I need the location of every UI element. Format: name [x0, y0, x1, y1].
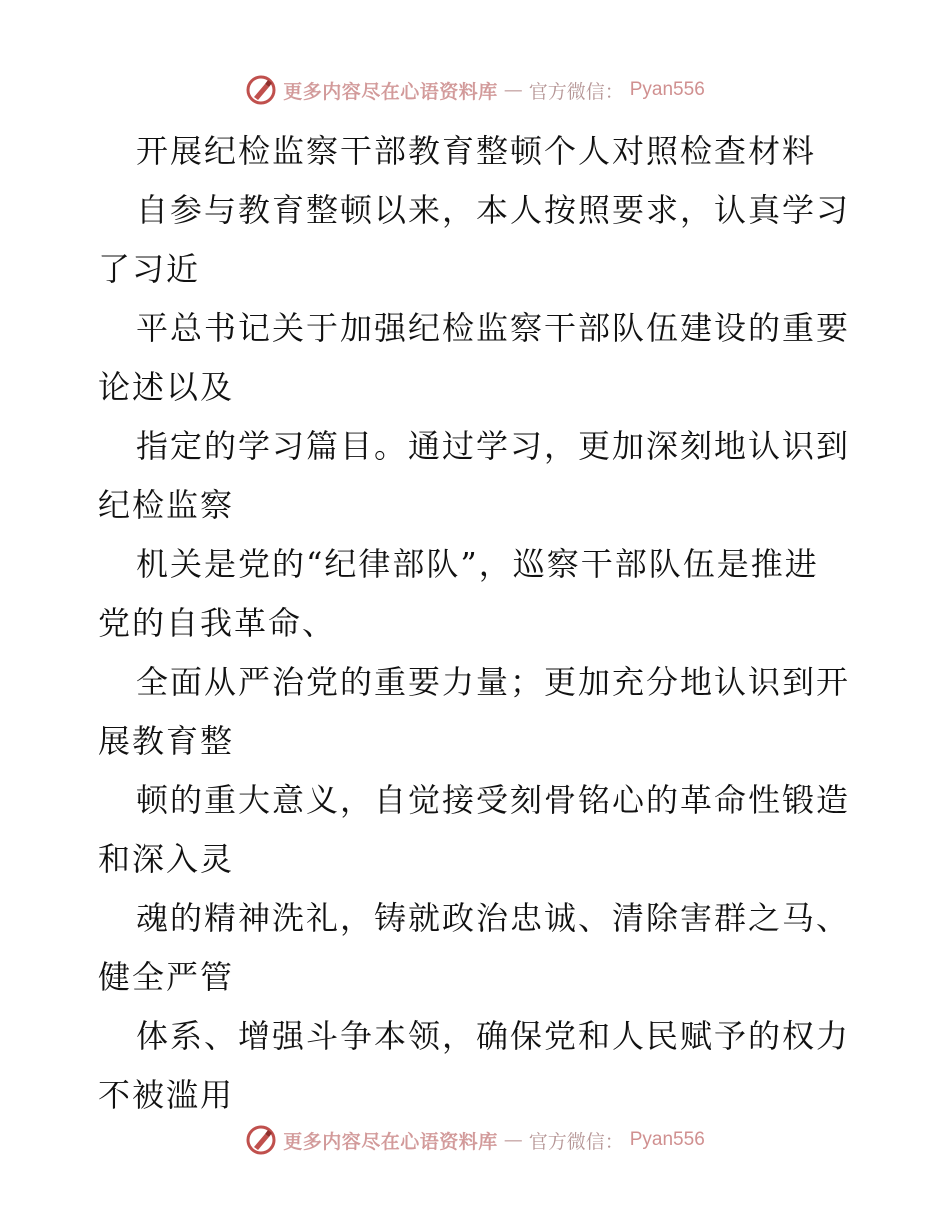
watermark-separator: — [503, 79, 523, 101]
text-line: 指定的学习篇目。通过学习，更加深刻地认识到 [136, 427, 851, 465]
watermark-label: 官方微信： [528, 80, 624, 103]
watermark-label: 官方微信： [528, 1130, 624, 1153]
pen-logo-icon [245, 1124, 277, 1156]
text-line: 党的自我革命、 [98, 604, 337, 642]
text-line: 展教育整 [98, 722, 235, 760]
watermark-brand-text: 更多内容尽在心语资料库 [283, 80, 498, 103]
footer-watermark [0, 1120, 950, 1160]
text-line: 健全严管 [98, 958, 235, 996]
text-line: 体系、增强斗争本领，确保党和人民赋予的权力 [136, 1017, 851, 1055]
text-line: 全面从严治党的重要力量；更加充分地认识到开 [136, 663, 851, 701]
text-line: 论述以及 [98, 368, 235, 406]
watermark-separator: — [503, 1129, 523, 1151]
text-line: 魂的精神洗礼，铸就政治忠诚、清除害群之马、 [136, 899, 851, 937]
text-line: 自参与教育整顿以来，本人按照要求，认真学习 [136, 191, 851, 229]
text-line: 平总书记关于加强纪检监察干部队伍建设的重要 [136, 309, 851, 347]
text-line: 了习近 [98, 250, 201, 288]
text-line: 不被滥用 [98, 1076, 235, 1114]
document-body [98, 122, 858, 1125]
watermark-account: Pyan556 [629, 79, 705, 100]
header-watermark [0, 70, 950, 110]
document-title: 开展纪检监察干部教育整顿个人对照检查材料 [136, 132, 817, 170]
watermark-brand-text: 更多内容尽在心语资料库 [283, 1130, 498, 1153]
watermark-account: Pyan556 [629, 1129, 705, 1150]
text-line: 机关是党的“纪律部队”，巡察干部队伍是推进 [136, 545, 819, 583]
text-line: 纪检监察 [98, 486, 235, 524]
text-line: 顿的重大意义，自觉接受刻骨铭心的革命性锻造 [136, 781, 851, 819]
text-line: 和深入灵 [98, 840, 235, 878]
pen-logo-icon [245, 74, 277, 106]
